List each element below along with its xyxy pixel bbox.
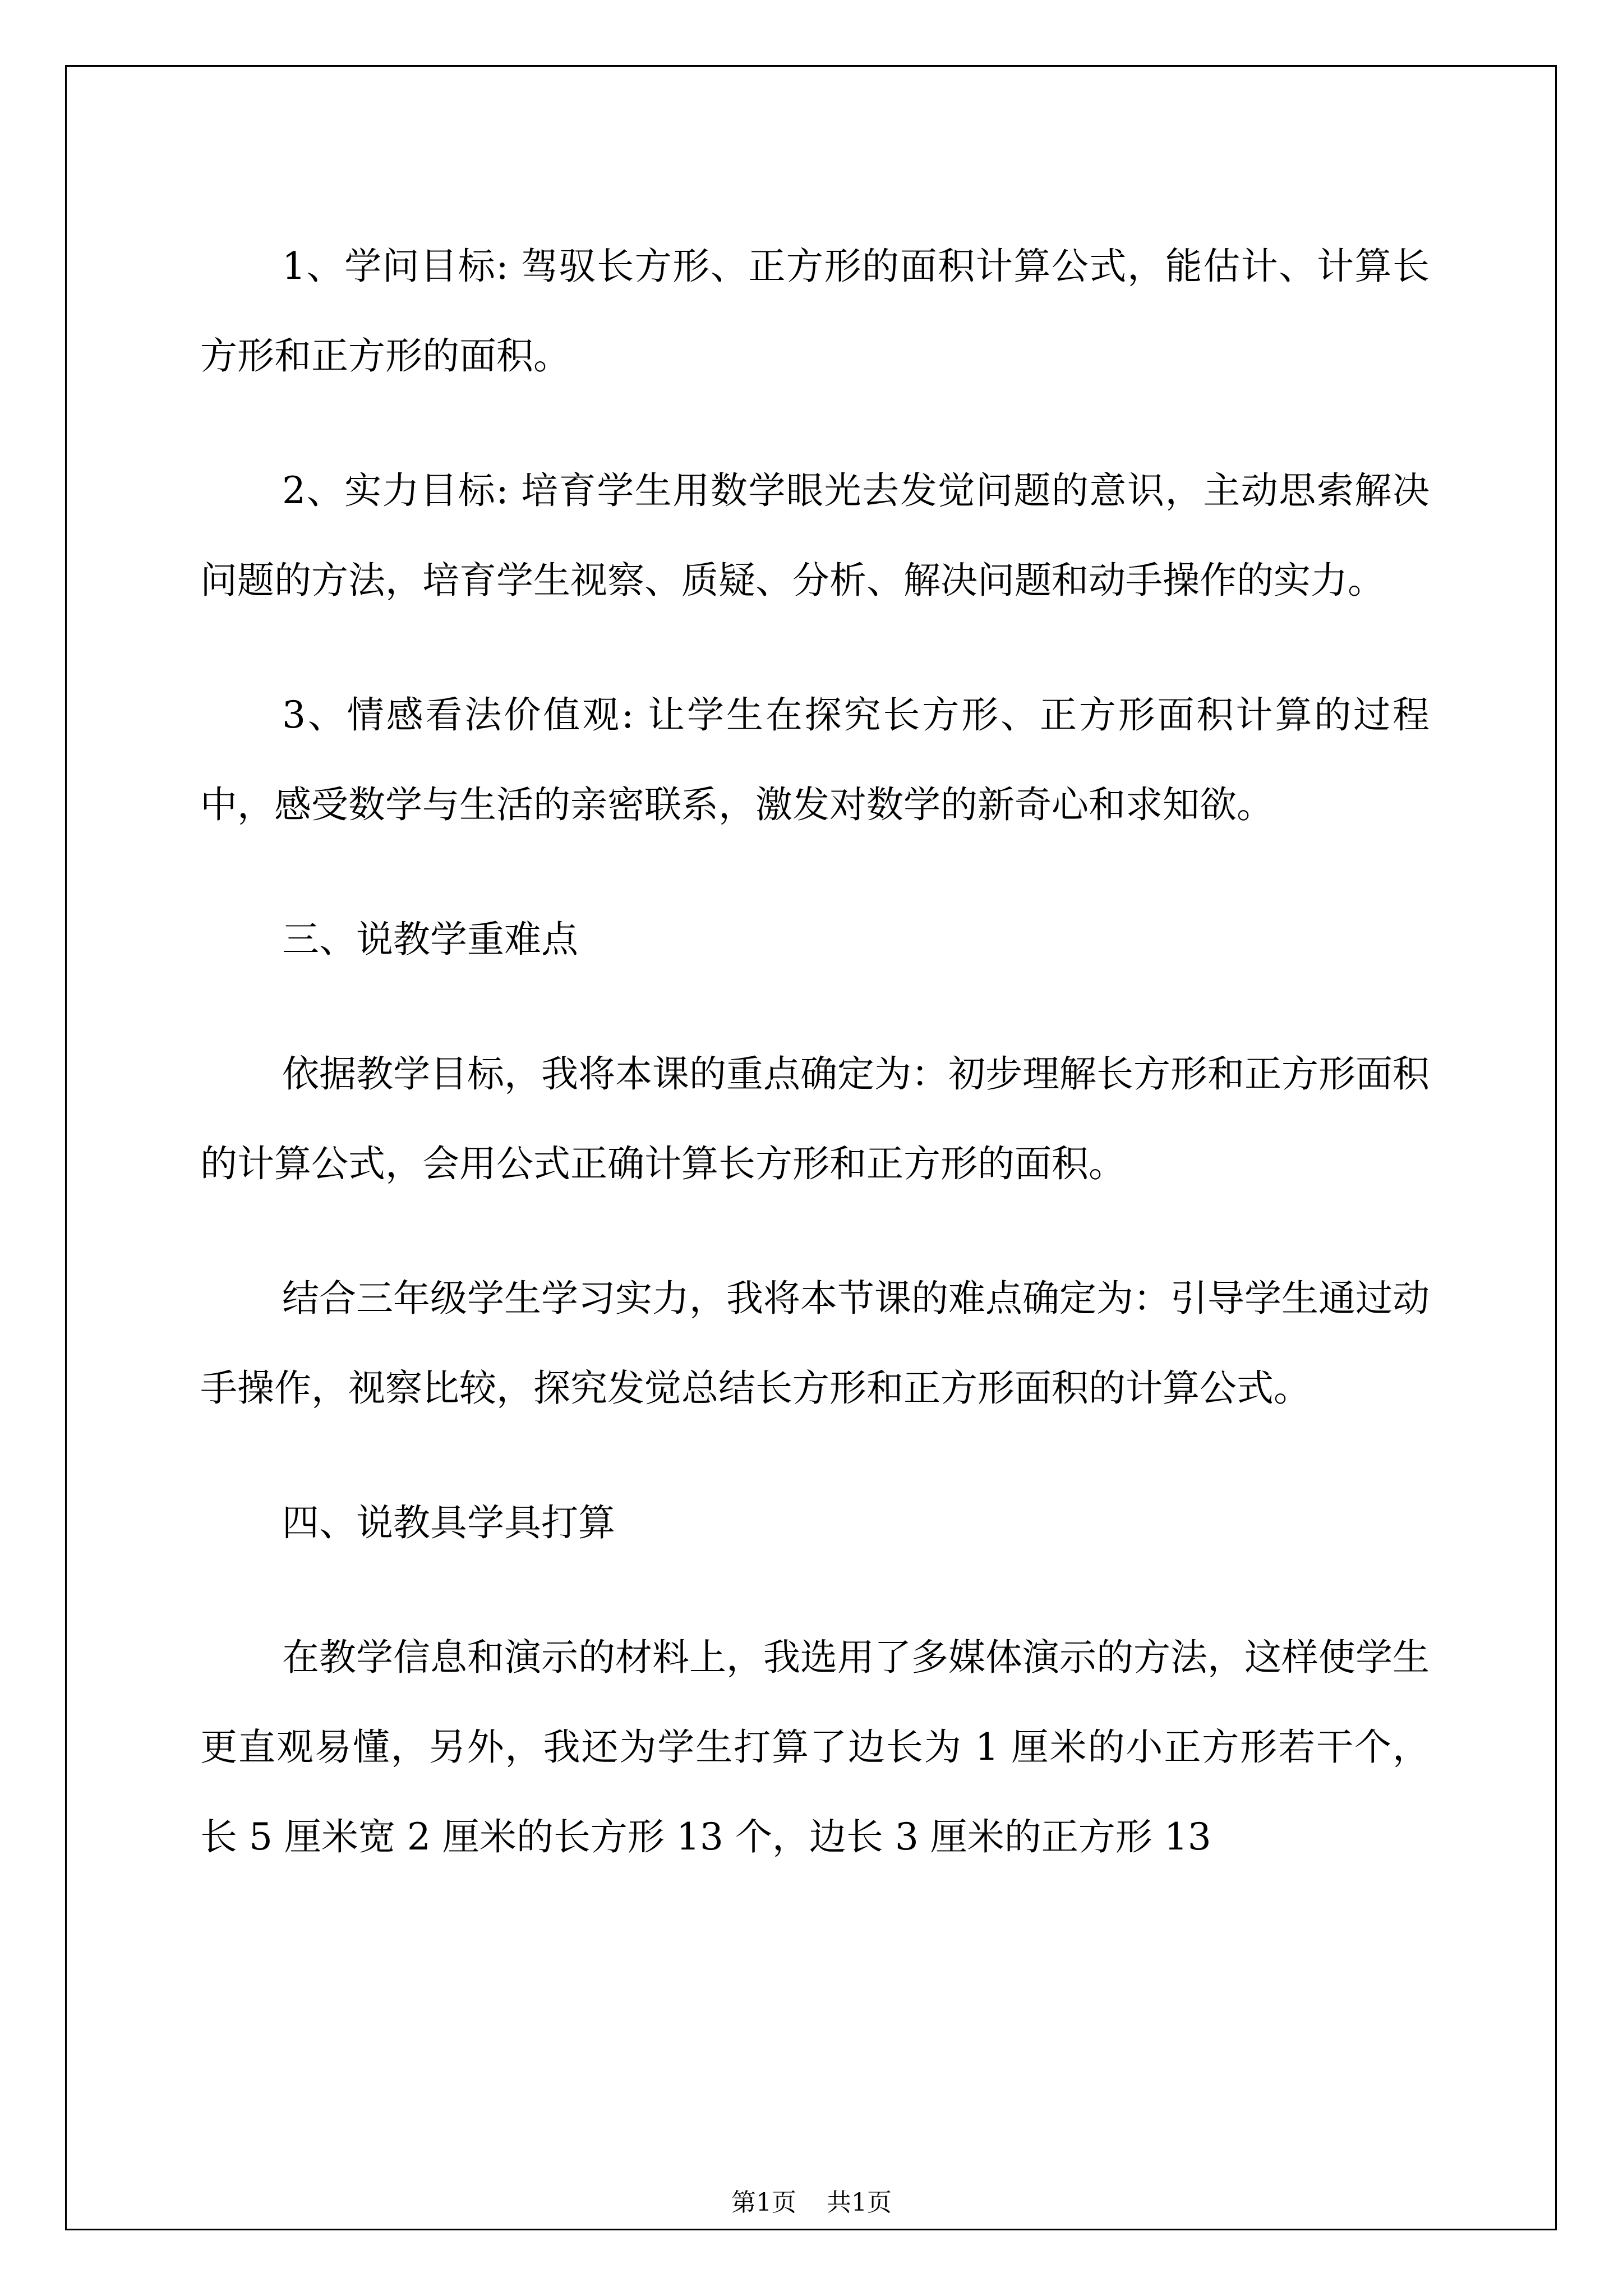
- paragraph-difficult-point: 结合三年级学生学习实力，我将本节课的难点确定为：引导学生通过动手操作，视察比较，探究发觉总结长方形和正方形面积的计算公式。: [200, 1277, 1430, 1410]
- paragraph-key-point: 依据教学目标，我将本课的重点确定为：初步理解长方形和正方形面积的计算公式，会用公式正确计算长方形和正方形的面积。: [200, 1052, 1430, 1185]
- paragraph-ability-goal: 2、实力目标: 培育学生用数学眼光去发觉问题的意识，主动思索解决问题的方法，培育学生视察、质疑、分析、解决问题和动手操作的实力。: [200, 469, 1430, 602]
- page-number: 第1页: [731, 2188, 796, 2217]
- page-total: 共1页: [827, 2188, 892, 2217]
- document-body: [200, 222, 1430, 1882]
- section-heading-teaching-aids: 四、说教具学具打算: [282, 1501, 615, 1544]
- paragraph-teaching-aids: 在教学信息和演示的材料上，我选用了多媒体演示的方法，这样使学生更直观易懂，另外，我还为学生打算了边长为 1 厘米的小正方形若干个，长 5 厘米宽 2 厘米的长方形 13 个，边长 3 厘米的正方形 13: [200, 1636, 1430, 1858]
- section-heading-key-points: 三、说教学重难点: [282, 918, 578, 961]
- paragraph-knowledge-goal: 1、学问目标: 驾驭长方形、正方形的面积计算公式，能估计、计算长方形和正方形的面积。: [200, 245, 1430, 378]
- paragraph-emotion-goal: 3、情感看法价值观: 让学生在探究长方形、正方形面积计算的过程中，感受数学与生活的亲密联系，激发对数学的新奇心和求知欲。: [200, 693, 1430, 826]
- page-footer: [0, 2182, 1623, 2218]
